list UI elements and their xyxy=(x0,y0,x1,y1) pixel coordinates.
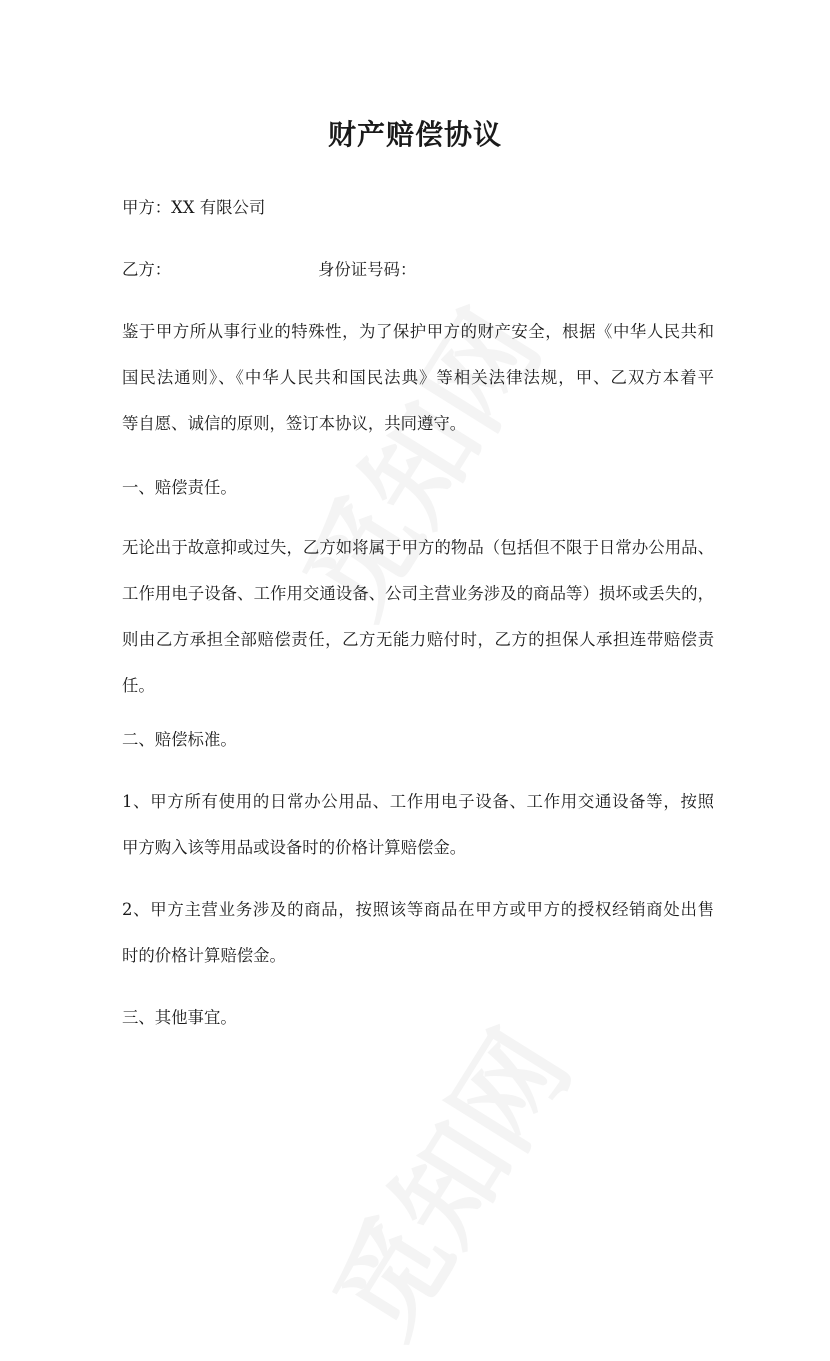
preamble-line: 国民法通则》、《中华人民共和国民法典》等相关法律法规，甲、乙双方本着平 xyxy=(122,368,714,387)
preamble-line: 等自愿、诚信的原则，签订本协议，共同遵守。 xyxy=(122,414,467,433)
section-2-item-2 xyxy=(122,887,714,979)
heading-text: 二、赔偿标准。 xyxy=(122,730,237,749)
heading-text: 三、其他事宜。 xyxy=(122,1008,237,1027)
section-2-item-1 xyxy=(122,779,714,871)
section-1-heading xyxy=(122,465,714,511)
heading-text: 一、赔偿责任。 xyxy=(122,478,237,497)
body-line: 无论出于故意抑或过失，乙方如将属于甲方的物品（包括但不限于日常办公用品、 xyxy=(122,538,714,557)
body-line: 时的价格计算赔偿金。 xyxy=(122,946,286,965)
body-line: 1、甲方所有使用的日常办公用品、工作用电子设备、工作用交通设备等，按照 xyxy=(122,792,714,811)
section-3-heading xyxy=(122,995,714,1041)
party-b xyxy=(122,247,714,293)
party-a xyxy=(122,185,714,231)
body-line: 2、甲方主营业务涉及的商品，按照该等商品在甲方或甲方的授权经销商处出售 xyxy=(122,900,714,919)
preamble xyxy=(122,309,714,447)
body-line: 则由乙方承担全部赔偿责任，乙方无能力赔付时，乙方的担保人承担连带赔偿责 xyxy=(122,630,714,649)
body-line: 任。 xyxy=(122,676,155,695)
party-b-label: 乙方： xyxy=(122,260,172,279)
preamble-line: 鉴于甲方所从事行业的特殊性，为了保护甲方的财产安全，根据《中华人民共和 xyxy=(122,322,714,341)
section-1-body xyxy=(122,525,714,709)
page-title: 财产赔偿协议 xyxy=(327,118,502,151)
body-line: 甲方购入该等用品或设备时的价格计算赔偿金。 xyxy=(122,838,467,857)
body-line: 工作用电子设备、工作用交通设备、公司主营业务涉及的商品等）损坏或丢失的， xyxy=(122,584,714,603)
id-number-label: 身份证号码： xyxy=(318,260,417,279)
section-2-heading xyxy=(122,717,714,763)
party-a-text: 甲方：XX 有限公司 xyxy=(122,198,266,217)
watermark xyxy=(291,997,600,1361)
